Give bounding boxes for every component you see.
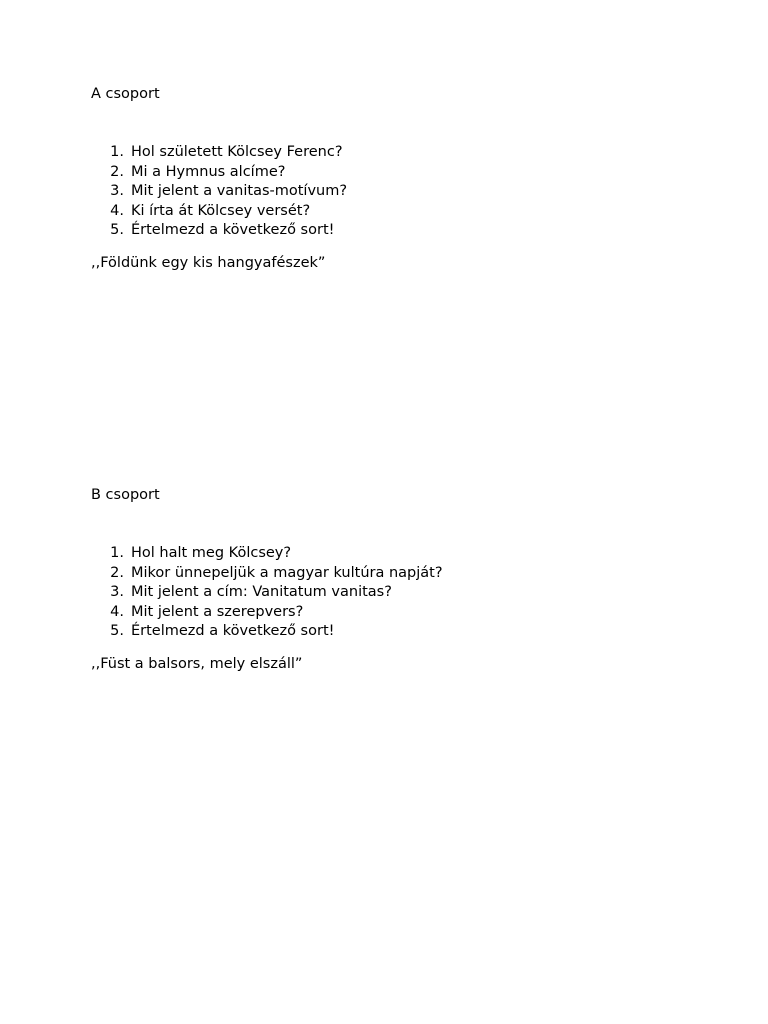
list-item xyxy=(91,143,711,163)
question-number: 5. xyxy=(110,222,124,238)
group-a-question-list xyxy=(91,143,711,241)
question-number: 1. xyxy=(110,545,124,561)
question-text: Hol halt meg Kölcsey? xyxy=(131,545,292,561)
question-text: Mi a Hymnus alcíme? xyxy=(131,163,286,180)
question-text: Mikor ünnepeljük a magyar kultúra napját? xyxy=(131,564,443,581)
question-text: Ki írta át Kölcsey versét? xyxy=(131,202,311,219)
question-number: 2. xyxy=(110,163,124,180)
question-text: Hol született Kölcsey Ferenc? xyxy=(131,144,343,160)
question-number: 1. xyxy=(110,144,124,160)
group-b-question-list xyxy=(91,544,711,642)
question-number: 4. xyxy=(110,603,124,620)
list-item xyxy=(91,583,711,603)
question-text: Mit jelent a vanitas-motívum? xyxy=(131,183,348,199)
question-text: Értelmezd a következő sort! xyxy=(131,623,335,639)
list-item xyxy=(91,163,711,183)
question-text: Mit jelent a szerepvers? xyxy=(131,603,304,620)
group-a-quote: ,,Földünk egy kis hangyafészek” xyxy=(91,254,326,271)
group-a-title: A csoport xyxy=(91,86,160,102)
group-b-quote: ,,Füst a balsors, mely elszáll” xyxy=(91,655,303,672)
list-item xyxy=(91,603,711,623)
question-text: Mit jelent a cím: Vanitatum vanitas? xyxy=(131,584,392,600)
question-number: 2. xyxy=(110,564,124,581)
list-item xyxy=(91,221,711,241)
group-a-section xyxy=(91,85,711,272)
group-b-section xyxy=(91,486,711,673)
question-number: 5. xyxy=(110,623,124,639)
list-item xyxy=(91,622,711,642)
question-number: 3. xyxy=(110,584,124,600)
list-item xyxy=(91,182,711,202)
list-item xyxy=(91,544,711,564)
list-item xyxy=(91,564,711,584)
group-b-title: B csoport xyxy=(91,487,160,503)
question-number: 3. xyxy=(110,183,124,199)
question-number: 4. xyxy=(110,202,124,219)
question-text: Értelmezd a következő sort! xyxy=(131,222,335,238)
list-item xyxy=(91,202,711,222)
